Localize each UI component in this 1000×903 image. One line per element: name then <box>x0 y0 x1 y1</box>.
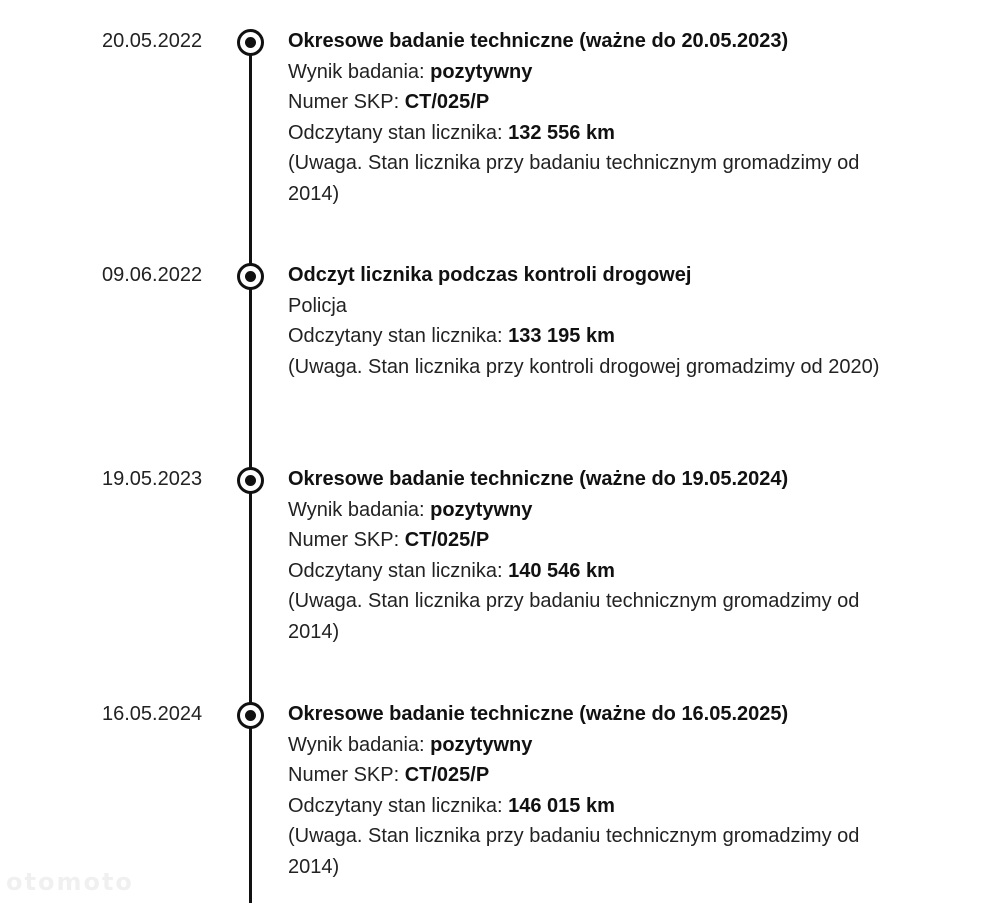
odometer-row <box>288 118 888 149</box>
event-date: 09.06.2022 <box>102 264 203 286</box>
event-date: 16.05.2024 <box>102 703 203 725</box>
odometer-value: 132 556 km <box>508 121 615 144</box>
skp-number-label: Numer SKP: <box>288 91 405 113</box>
event-note: (Uwaga. Stan licznika przy badaniu technicznym gromadzimy od 2014) <box>288 152 860 205</box>
event-title: Odczyt licznika podczas kontroli drogowej <box>288 264 692 286</box>
event-details <box>288 699 888 882</box>
skp-number-row <box>288 760 888 791</box>
odometer-value: 140 546 km <box>508 559 615 582</box>
odometer-label: Odczytany stan licznika: <box>288 325 509 347</box>
event-date: 20.05.2022 <box>102 30 203 52</box>
test-result-row <box>288 495 888 526</box>
odometer-label: Odczytany stan licznika: <box>288 121 509 144</box>
test-result-value: pozytywny <box>430 498 533 521</box>
event-details <box>288 26 888 209</box>
timeline-dot-icon <box>237 467 264 494</box>
test-result-value: pozytywny <box>430 60 533 83</box>
event-note: (Uwaga. Stan licznika przy badaniu technicznym gromadzimy od 2014) <box>288 825 860 878</box>
test-result-row <box>288 57 888 88</box>
skp-number-row <box>288 87 888 118</box>
odometer-row <box>288 791 888 822</box>
odometer-label: Odczytany stan licznika: <box>288 794 509 817</box>
test-result-label: Wynik badania: <box>288 60 431 83</box>
event-date: 19.05.2023 <box>102 468 203 490</box>
test-result-label: Wynik badania: <box>288 498 431 521</box>
event-details <box>288 464 888 647</box>
odometer-value: 133 195 km <box>508 325 615 347</box>
event-source: Policja <box>288 294 347 317</box>
watermark: otomoto <box>6 868 134 896</box>
test-result-value: pozytywny <box>430 733 533 756</box>
odometer-row <box>288 321 888 352</box>
skp-number-label: Numer SKP: <box>288 764 405 786</box>
timeline-dot-icon <box>237 263 264 290</box>
timeline-dot-icon <box>237 29 264 56</box>
event-title: Okresowe badanie techniczne (ważne do 19.05.2024) <box>288 468 789 490</box>
skp-number-row <box>288 525 888 556</box>
timeline-dot-icon <box>237 702 264 729</box>
event-title: Okresowe badanie techniczne (ważne do 16.05.2025) <box>288 703 789 725</box>
event-note: (Uwaga. Stan licznika przy kontroli drogowej gromadzimy od 2020) <box>288 355 880 378</box>
odometer-value: 146 015 km <box>508 794 615 817</box>
event-title: Okresowe badanie techniczne (ważne do 20.05.2023) <box>288 30 789 52</box>
skp-number-label: Numer SKP: <box>288 529 405 551</box>
skp-number-value: CT/025/P <box>404 764 490 786</box>
skp-number-value: CT/025/P <box>404 529 490 551</box>
event-details <box>288 260 888 382</box>
odometer-row <box>288 556 888 587</box>
event-note: (Uwaga. Stan licznika przy badaniu technicznym gromadzimy od 2014) <box>288 590 860 643</box>
skp-number-value: CT/025/P <box>404 91 490 113</box>
test-result-row <box>288 730 888 761</box>
odometer-label: Odczytany stan licznika: <box>288 559 509 582</box>
test-result-label: Wynik badania: <box>288 733 431 756</box>
